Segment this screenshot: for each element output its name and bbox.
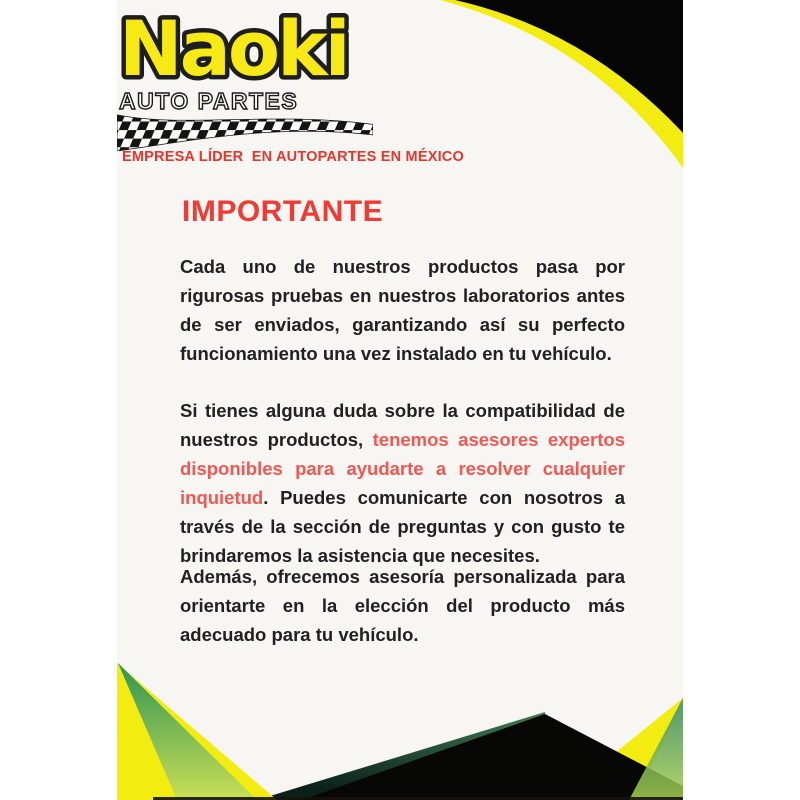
paragraph-quality: Cada uno de nuestros productos pasa por rigurosas pruebas en nuestros laboratorios antes de ser enviados, garantizando así su perfecto funcionamiento una vez instalado en tu vehículo. [180, 256, 625, 364]
checkered-flag-shape [117, 115, 373, 151]
paragraph-advice: Además, ofrecemos asesoría personalizada para orientarte en la elección del producto más adecuado para tu vehículo. [180, 566, 625, 645]
brand-logo-text: Naoki [119, 4, 348, 93]
brand-subtitle-text: AUTO PARTES [119, 90, 299, 114]
poster-canvas [117, 0, 683, 800]
mountain-black-triangle [302, 714, 683, 800]
brand-tagline: EMPRESA LÍDER EN AUTOPARTES EN MÉXICO [122, 149, 464, 165]
page-title: IMPORTANTE [182, 195, 384, 228]
paragraph-support-post: . Puedes comunicarte con nosotros a través de la sección de preguntas y con gusto te brindaremos la asistencia que necesites. [180, 487, 625, 566]
footer-triangles-graphic [117, 624, 683, 800]
paragraph-support [180, 396, 625, 570]
paragraph-support-highlight: tenemos asesores expertos disponibles para ayudarte a resolver cualquier inquietud [180, 429, 625, 508]
brand-logo [117, 0, 369, 100]
paragraph-support-pre: Si tienes alguna duda sobre la compatibilidad de nuestros productos, [180, 400, 625, 450]
checkered-flag-icon [117, 113, 373, 151]
